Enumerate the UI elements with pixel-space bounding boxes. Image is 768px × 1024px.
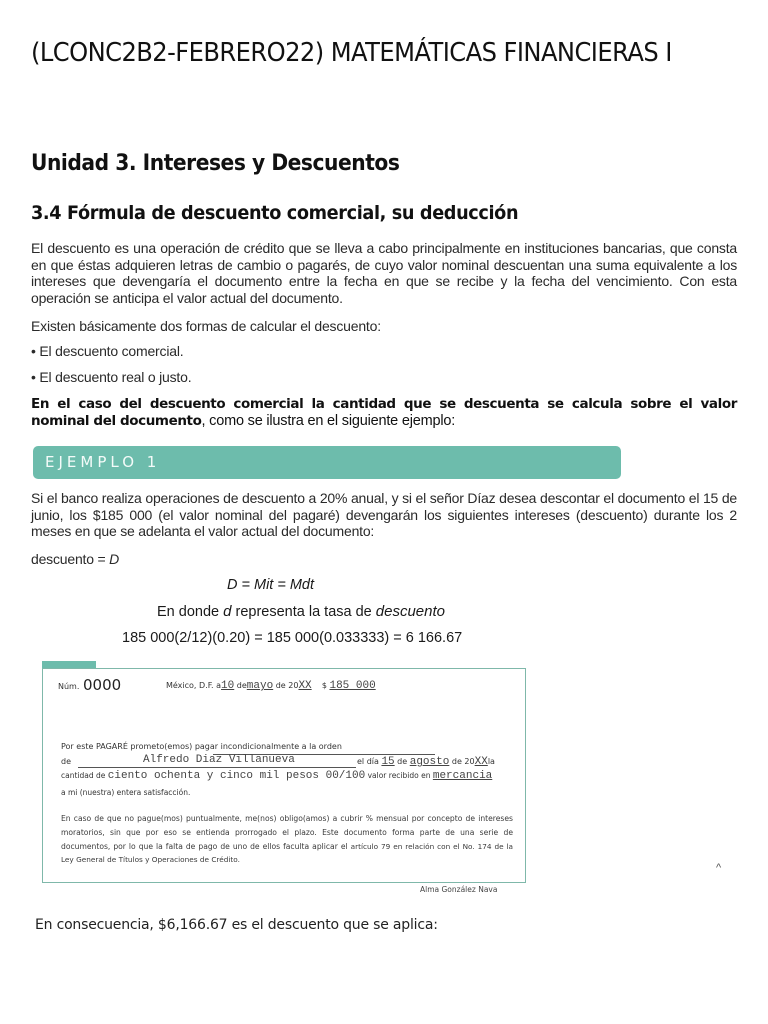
example-statement: Si el banco realiza operaciones de descuento a 20% anual, y si el señor Díaz desea descontar el documento el 15 de junio, los $185 000 (el valor nominal del pagaré) devengarán los siguientes intereses (descuento) durante los 2 meses en que se adelanta el valor actual del documento: [31, 490, 737, 539]
scroll-up-caret-icon[interactable]: ^ [716, 862, 722, 874]
received-in: mercancia [432, 770, 493, 782]
satisfaction-line: a mi (nuestra) entera satisfacción. [61, 788, 191, 797]
pagare-promise-line: Por este PAGARÉ prometo(emos) pagar incondicionalmente a la orden [61, 742, 342, 751]
promissory-note-image [42, 668, 526, 883]
conclusion: En consecuencia, $6,166.67 es el descuento que se aplica: [35, 917, 438, 933]
amount-label: cantidad de [61, 771, 108, 780]
where-term: descuento [375, 603, 445, 620]
legal-text-2: artículo 79 en relación con el No. 174 de la Ley General de Títulos y Operaciones de Crédito. [61, 841, 513, 865]
rule [78, 767, 356, 768]
pagare-date-amount [166, 680, 376, 692]
bold-lead: En el caso del descuento comercial la cantidad que se descuenta se calcula sobre el valor nominal del documento [31, 396, 737, 429]
image-credit: Alma González Nava [420, 885, 498, 894]
year-prefix: de 20 [273, 681, 299, 690]
discount-definition [31, 551, 737, 568]
discount-formula: D = Mit = Mdt [227, 577, 315, 593]
where-clause [157, 603, 445, 620]
calculation: 185 000(2/12)(0.20) = 185 000(0.033333) = 6 166.67 [122, 630, 463, 646]
due-day: 15 [381, 756, 395, 768]
due-prefix: el día [357, 757, 382, 766]
due-date [357, 756, 495, 768]
year: XX [298, 680, 312, 692]
due-de: de [394, 757, 410, 766]
amount: 185 000 [329, 680, 376, 692]
de: de [234, 681, 247, 690]
forms-intro: Existen básicamente dos formas de calcular el descuento: [31, 318, 381, 334]
due-suffix: la [487, 757, 495, 766]
payee-prefix: de [61, 757, 71, 766]
due-year-prefix: de 20 [449, 757, 475, 766]
legal-text [61, 812, 513, 867]
amount-words: ciento ochenta y cinco mil pesos 00/100 [107, 770, 366, 782]
unit-title: Unidad 3. Intereses y Descuentos [31, 151, 400, 176]
bullet-real: • El descuento real o justo. [31, 369, 192, 385]
due-year: XX [474, 756, 488, 768]
example-banner [33, 446, 621, 479]
payee-name: Alfredo Diaz Villanueva [143, 754, 295, 766]
where-prefix: En donde [157, 604, 224, 620]
month: mayo [246, 680, 274, 692]
commercial-discount-note [31, 396, 737, 429]
day: 10 [221, 680, 235, 692]
course-title: (LCONC2B2-FEBRERO22) MATEMÁTICAS FINANCIERAS I [31, 38, 672, 68]
legal-text-1: En caso de que no pague(mos) puntualmente, me(nos) obligo(amos) a cubrir % mensual por concepto de intereses moratorios, sin que por eso se entienda prorrogado el plazo. Este documento forma parte de una serie de documentos, por lo que la falta de pago de uno de ellos faculta aplicar el [61, 814, 513, 851]
due-month: agosto [409, 756, 450, 768]
where-middle: representa la tasa de [231, 604, 376, 620]
bullet-commercial: • El descuento comercial. [31, 343, 184, 359]
num-label: Núm. [58, 682, 80, 691]
example-banner-label: EJEMPLO 1 [45, 453, 161, 471]
amount-words-line [61, 770, 492, 782]
num-value: 0000 [83, 676, 122, 694]
discount-symbol: D [109, 551, 120, 567]
place: México, D.F. a [166, 681, 222, 690]
pagare-tab-decoration [42, 661, 96, 668]
received-label: valor recibido en [365, 771, 433, 780]
discount-label: descuento = [31, 551, 110, 567]
currency: $ [321, 681, 327, 690]
intro-paragraph: El descuento es una operación de crédito que se lleva a cabo principalmente en instituciones bancarias, que consta en que éstas adquieren letras de cambio o pagarés, de cuyo valor nominal descuentan una suma equivalente a los intereses que devengaría el documento entre la fecha en que se recibe y la fecha del vencimiento. Con esta operación se anticipa el valor actual del documento. [31, 240, 737, 306]
where-symbol: d [223, 603, 232, 620]
bold-tail: , como se ilustra en el siguiente ejemplo: [201, 412, 456, 429]
section-title: 3.4 Fórmula de descuento comercial, su deducción [31, 202, 519, 224]
